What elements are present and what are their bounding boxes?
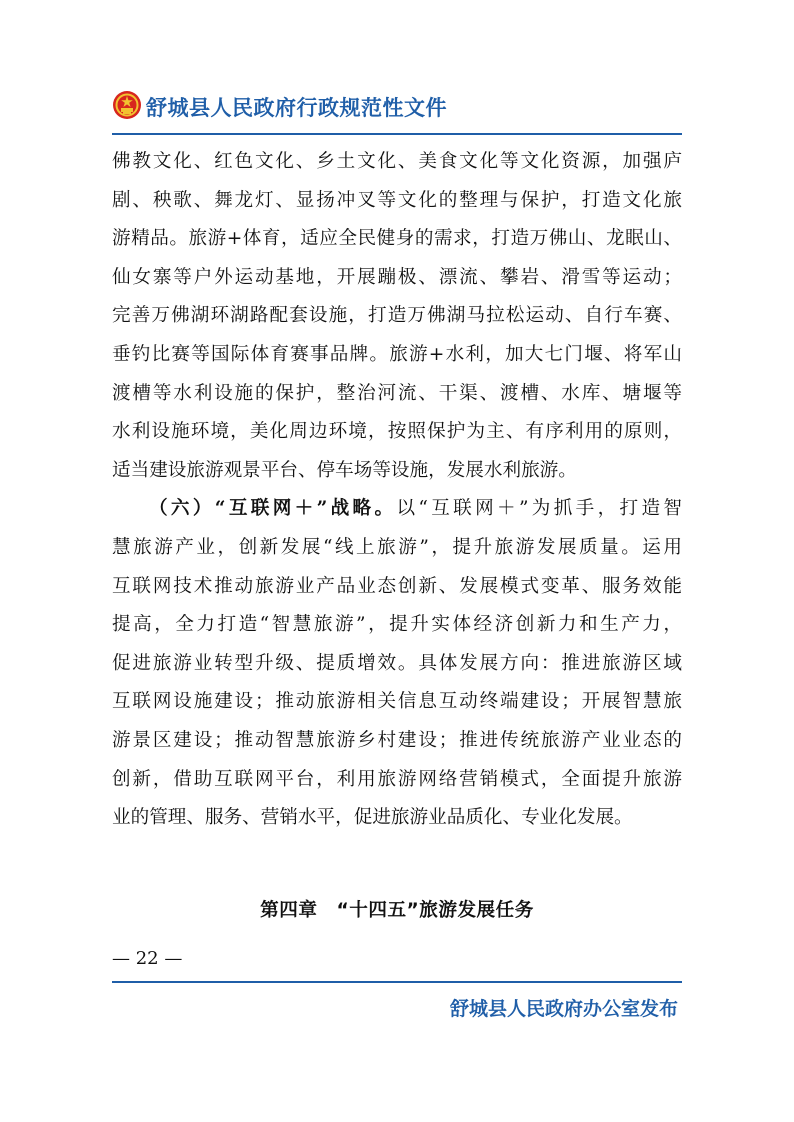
section-line: 互联网技术推动旅游业产品业态创新、发展模式变革、服务效能 (112, 575, 682, 597)
section-line: 游景区建设；推动智慧旅游乡村建设；推进传统旅游产业业态的 (112, 729, 682, 751)
document-header (112, 88, 682, 128)
section-heading: （六）“互联网＋”战略。 (149, 498, 397, 520)
page-number: — 22 — (112, 948, 183, 969)
body-line: 渡槽等水利设施的保护，整治河流、干渠、渡槽、水库、塘堰等 (112, 382, 682, 404)
header-divider (112, 133, 682, 135)
footer-publisher: 舒城县人民政府办公室发布 (449, 998, 678, 1020)
section-first-line (112, 490, 682, 529)
section-line: 慧旅游产业，创新发展“线上旅游”，提升旅游发展质量。运用 (112, 536, 682, 558)
section-line: 业的管理、服务、营销水平，促进旅游业品质化、专业化发展。 (112, 807, 633, 829)
national-emblem-icon (112, 90, 142, 120)
section-line: 促进旅游业转型升级、提质增效。具体发展方向：推进旅游区域 (112, 652, 682, 674)
footer-divider (112, 981, 682, 983)
section-line: 创新，借助互联网平台，利用旅游网络营销模式，全面提升旅游 (112, 768, 682, 790)
chapter-title: 第四章 “十四五”旅游发展任务 (260, 900, 534, 921)
body-line: 适当建设旅游观景平台、停车场等设施，发展水利旅游。 (112, 459, 577, 481)
section-line: 提高，全力打造“智慧旅游”，提升实体经济创新力和生产力， (112, 614, 682, 636)
body-line: 完善万佛湖环湖路配套设施，打造万佛湖马拉松运动、自行车赛、 (112, 305, 682, 327)
body-line: 垂钓比赛等国际体育赛事品牌。旅游+水利，加大七门堰、将军山 (112, 343, 682, 365)
section-first-line-text: 以“互联网＋”为抓手，打造智 (396, 498, 683, 520)
section-line: 互联网设施建设；推动旅游相关信息互动终端建设；开展智慧旅 (112, 691, 682, 713)
body-line: 仙女寨等户外运动基地，开展蹦极、漂流、攀岩、滑雪等运动； (112, 266, 682, 288)
header-title: 舒城县人民政府行政规范性文件 (146, 96, 447, 120)
body-line: 游精品。旅游+体育，适应全民健身的需求，打造万佛山、龙眠山、 (112, 228, 682, 250)
body-line: 佛教文化、红色文化、乡土文化、美食文化等文化资源，加强庐 (112, 151, 682, 172)
body-line: 水利设施环境，美化周边环境，按照保护为主、有序利用的原则， (112, 421, 682, 443)
document-body (112, 143, 682, 838)
body-line: 剧、秧歌、舞龙灯、显扬冲叉等文化的整理与保护，打造文化旅 (112, 189, 682, 211)
